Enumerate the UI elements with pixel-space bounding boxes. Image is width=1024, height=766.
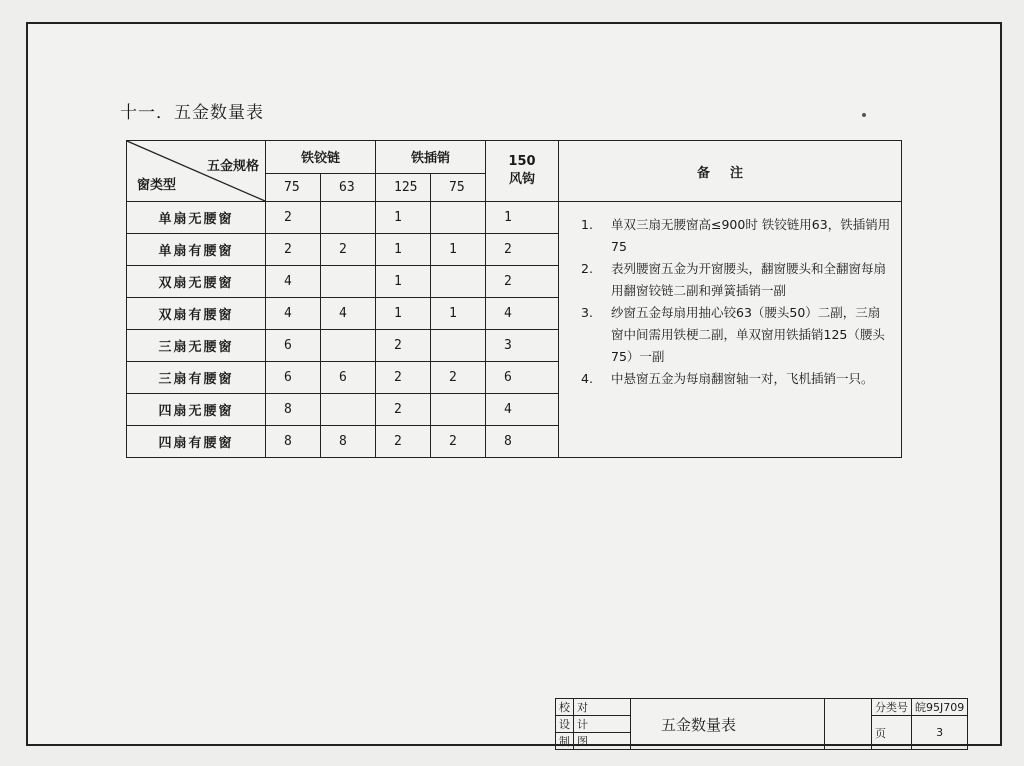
table-cell: 1 — [431, 298, 486, 330]
header-bolt: 铁插销 — [376, 141, 486, 174]
table-cell: 8 — [266, 426, 321, 458]
table-cell: 2 — [266, 202, 321, 234]
table-cell — [321, 266, 376, 298]
remark-item — [581, 214, 891, 258]
row-label: 双扇无腰窗 — [127, 266, 266, 298]
hardware-table — [126, 140, 902, 458]
tb-role-draw: 制 — [556, 733, 574, 750]
row-label: 四扇有腰窗 — [127, 426, 266, 458]
table-cell: 4 — [266, 266, 321, 298]
remark-text: 纱窗五金每扇用抽心铰63（腰头50）二副，三扇窗中间需用铁梗二副，单双窗用铁插销125（腰头75）一副 — [611, 305, 885, 364]
row-label: 三扇无腰窗 — [127, 330, 266, 362]
title-block — [555, 698, 968, 750]
table-cell: 2 — [486, 266, 559, 298]
table-cell: 4 — [486, 298, 559, 330]
table-cell: 6 — [266, 362, 321, 394]
table-cell: 2 — [376, 394, 431, 426]
subheader-hinge-63: 63 — [321, 173, 376, 201]
header-window-type: 窗类型 — [137, 178, 177, 193]
class-label: 分类号 — [872, 699, 912, 716]
table-cell: 3 — [486, 330, 559, 362]
table-cell: 4 — [486, 394, 559, 426]
table-cell: 1 — [376, 266, 431, 298]
table-cell: 4 — [266, 298, 321, 330]
drawing-title: 五金数量表 — [631, 699, 825, 750]
table-cell: 1 — [376, 234, 431, 266]
remark-number: 2. — [581, 261, 593, 276]
page-value: 3 — [912, 716, 968, 750]
table-cell: 4 — [321, 298, 376, 330]
remark-text: 表列腰窗五金为开窗腰头，翻窗腰头和全翻窗每扇用翻窗铰链二副和弹簧插销一副 — [611, 261, 887, 298]
tb-mid-design: 计 — [574, 716, 631, 733]
header-hinge: 铁铰链 — [266, 141, 376, 174]
remark-number: 1. — [581, 217, 593, 232]
table-cell: 2 — [431, 426, 486, 458]
remark-text: 单双三扇无腰窗高≤900时 铁铰链用63，铁插销用75 — [611, 217, 891, 254]
tb-role-design: 设 — [556, 716, 574, 733]
remark-cell — [559, 202, 902, 458]
row-label: 三扇有腰窗 — [127, 362, 266, 394]
remark-number: 4. — [581, 371, 593, 386]
table-cell: 2 — [376, 426, 431, 458]
table-cell: 1 — [376, 202, 431, 234]
table-cell: 1 — [376, 298, 431, 330]
table-row — [127, 202, 902, 234]
class-value: 皖95J709 — [912, 699, 968, 716]
table-cell: 2 — [486, 234, 559, 266]
tb-role-check: 校 — [556, 699, 574, 716]
remark-number: 3. — [581, 305, 593, 320]
row-label: 单扇有腰窗 — [127, 234, 266, 266]
row-label: 双扇有腰窗 — [127, 298, 266, 330]
diagonal-header-cell — [127, 141, 266, 202]
table-cell: 8 — [321, 426, 376, 458]
section-heading: 十一．五金数量表 — [120, 103, 264, 123]
tb-mid-draw: 图 — [574, 733, 631, 750]
remark-item — [581, 368, 891, 390]
table-cell: 2 — [376, 362, 431, 394]
header-remark: 备注 — [559, 141, 902, 202]
subheader-bolt-75: 75 — [431, 173, 486, 201]
table-cell — [431, 330, 486, 362]
table-cell — [321, 202, 376, 234]
table-cell: 1 — [486, 202, 559, 234]
table-cell: 2 — [376, 330, 431, 362]
table-cell: 8 — [266, 394, 321, 426]
table-cell: 2 — [431, 362, 486, 394]
table-cell: 8 — [486, 426, 559, 458]
subheader-bolt-125: 125 — [376, 173, 431, 201]
remark-item — [581, 258, 891, 302]
table-cell: 6 — [266, 330, 321, 362]
header-spec: 五金规格 — [206, 159, 259, 174]
remark-item — [581, 302, 891, 368]
table-cell: 1 — [431, 234, 486, 266]
subheader-hinge-75: 75 — [266, 173, 321, 201]
page-label: 页 — [872, 716, 912, 750]
table-cell — [431, 266, 486, 298]
table-cell: 2 — [266, 234, 321, 266]
table-cell — [431, 202, 486, 234]
tb-mid-check: 对 — [574, 699, 631, 716]
speck — [862, 113, 866, 117]
header-hook: 150 风钩 — [486, 141, 559, 202]
remark-text: 中悬窗五金为每扇翻窗轴一对，飞机插销一只。 — [611, 371, 874, 386]
table-cell: 2 — [321, 234, 376, 266]
table-cell: 6 — [486, 362, 559, 394]
row-label: 四扇无腰窗 — [127, 394, 266, 426]
table-cell: 6 — [321, 362, 376, 394]
table-cell — [321, 394, 376, 426]
table-cell — [321, 330, 376, 362]
row-label: 单扇无腰窗 — [127, 202, 266, 234]
table-cell — [431, 394, 486, 426]
